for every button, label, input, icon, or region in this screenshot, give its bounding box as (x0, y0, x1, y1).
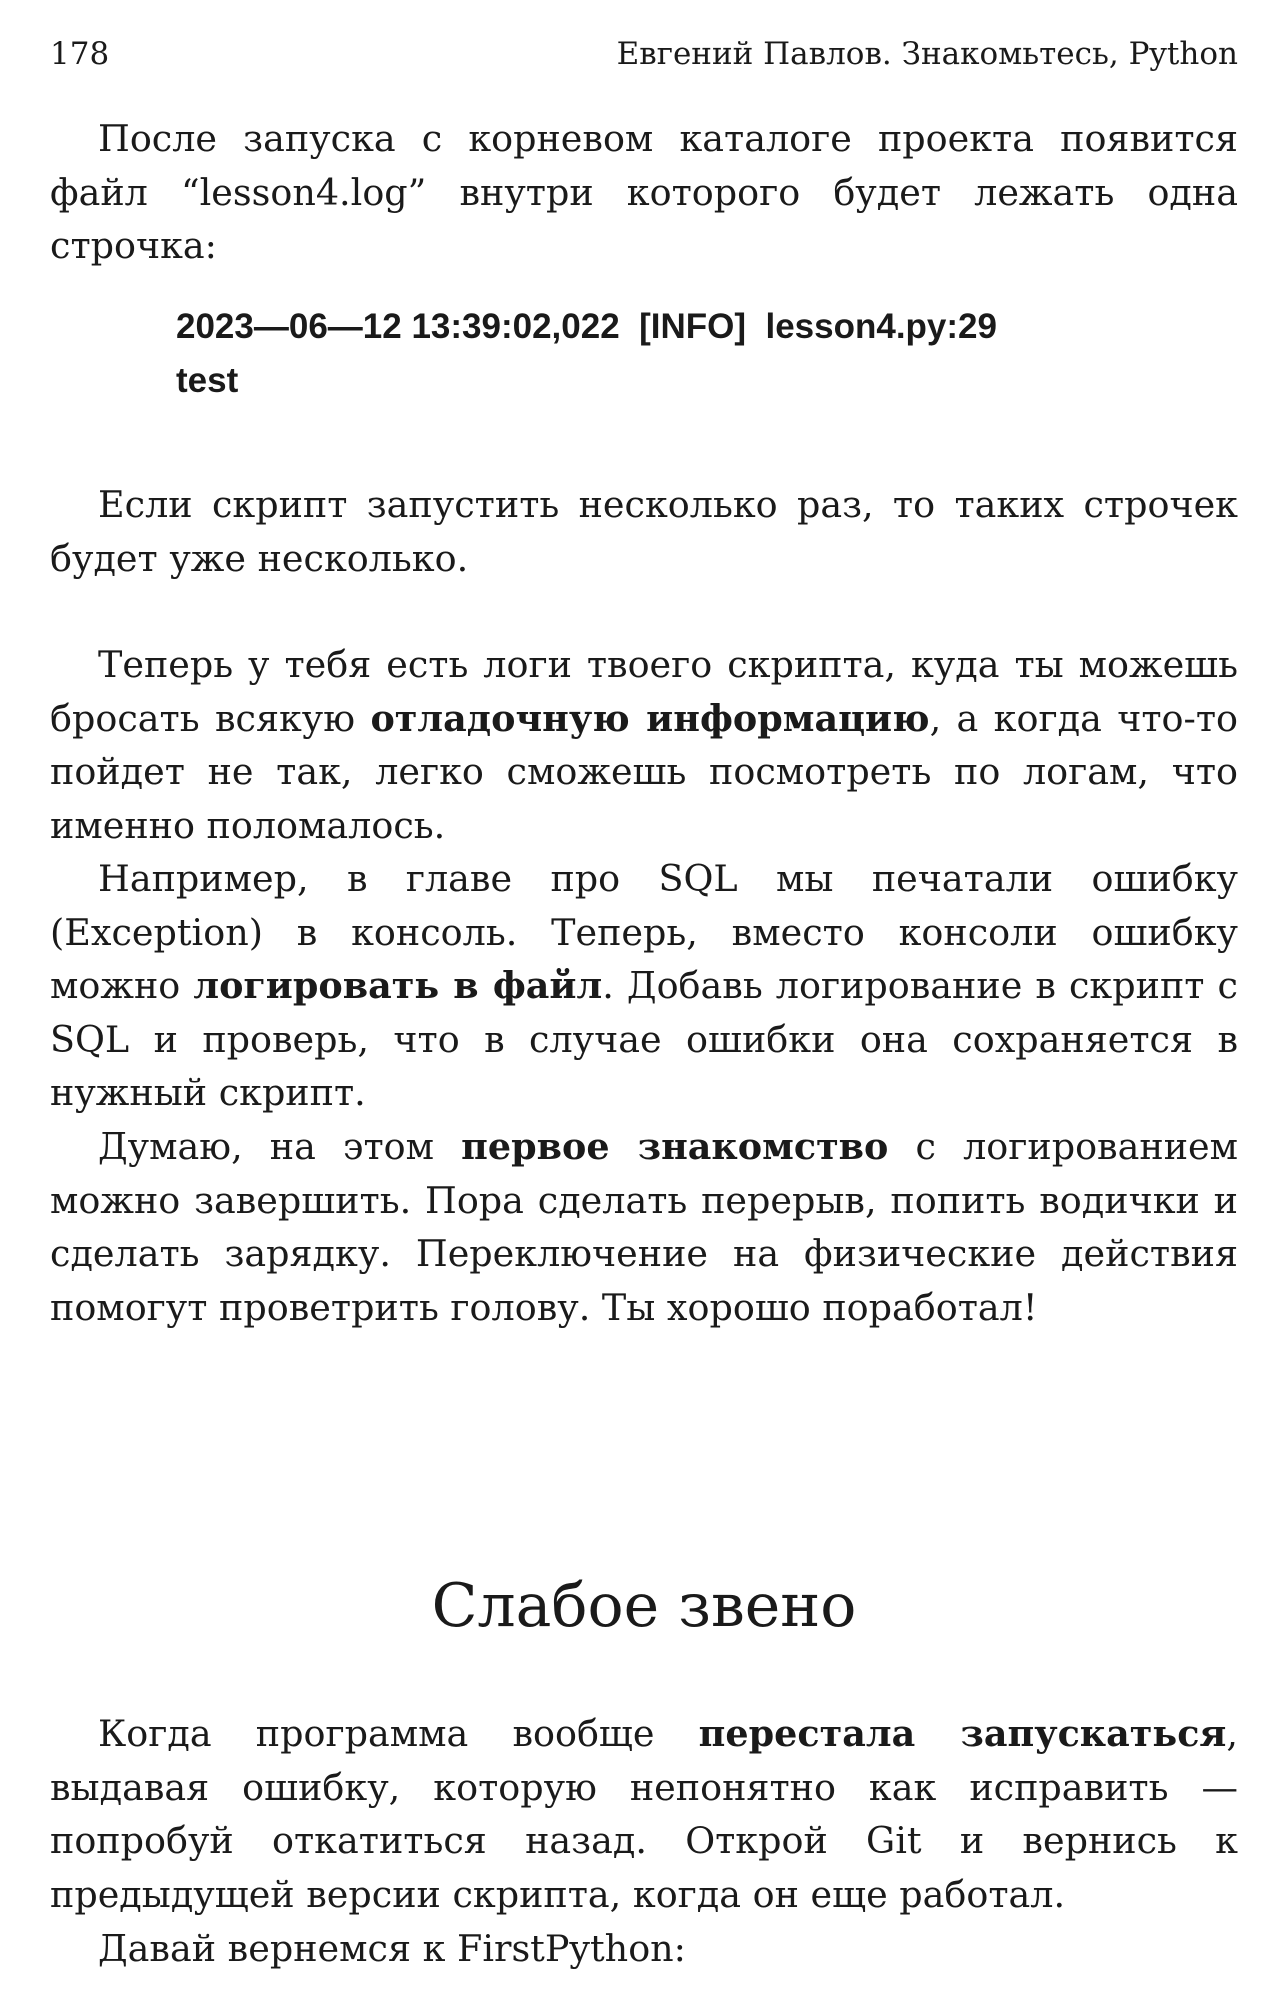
paragraph-text: , выдавая ошибку, которую непонятно как исправить — попробуй откатиться назад. Открой Git и вернись к предыдущей версии скрипта, когда он еще работал. (50, 1712, 1238, 1916)
running-head: Евгений Павлов. Знакомьтесь, Python (616, 36, 1238, 72)
paragraph-sql-logging (50, 852, 1238, 1120)
code-line: test (176, 361, 239, 400)
paragraph-text: Думаю, на этом (98, 1125, 462, 1168)
paragraph-text: Например, в главе про SQL мы печатали ошибку (Exception) в консоль. Теперь, вместо консоли ошибку можно (50, 857, 1238, 1007)
bold-term: логировать в файл (193, 964, 603, 1007)
bold-term: отладочную информацию (370, 696, 930, 740)
paragraph-multiple-runs: Если скрипт запустить несколько раз, то таких строчек будет уже несколько. (50, 483, 1238, 580)
paragraph-first-acquaintance (50, 1120, 1238, 1334)
paragraph-rollback (50, 1707, 1238, 1921)
bold-term: перестала запускаться (698, 1712, 1227, 1755)
section-title: Слабое звено (431, 1571, 857, 1641)
paragraph-log-file: После запуска с корневом каталоге проекта появится файл “lesson4.log” внутри которого будет лежать одна строчка: (50, 117, 1238, 267)
log-output-code (176, 300, 1176, 408)
paragraph-text: с логированием можно завершить. Пора сделать перерыв, попить водички и сделать зарядку. Переключение на физические действия помогут проветрить голову. Ты хорошо поработал! (50, 1125, 1239, 1329)
paragraph-text: . Добавь логирование в скрипт с SQL и проверь, что в случае ошибки она сохраняется в нужный скрипт. (50, 964, 1238, 1114)
page-number: 178 (50, 36, 110, 72)
paragraph-text: Когда программа вообще (98, 1712, 699, 1755)
bold-term: первое знакомство (461, 1125, 889, 1168)
code-line: 2023—06—12 13:39:02,022 [INFO] lesson4.py:29 (176, 307, 997, 346)
paragraph-debug-info (50, 638, 1238, 852)
paragraph-return-to-project: Давай вернемся к FirstPython: (98, 1927, 686, 1970)
paragraph-text: Теперь у тебя есть логи твоего скрипта, куда ты можешь бросать всякую (50, 643, 1238, 740)
paragraph-text: , а когда что-то пойдет не так, легко сможешь посмотреть по логам, что именно поломалось. (50, 696, 1239, 847)
